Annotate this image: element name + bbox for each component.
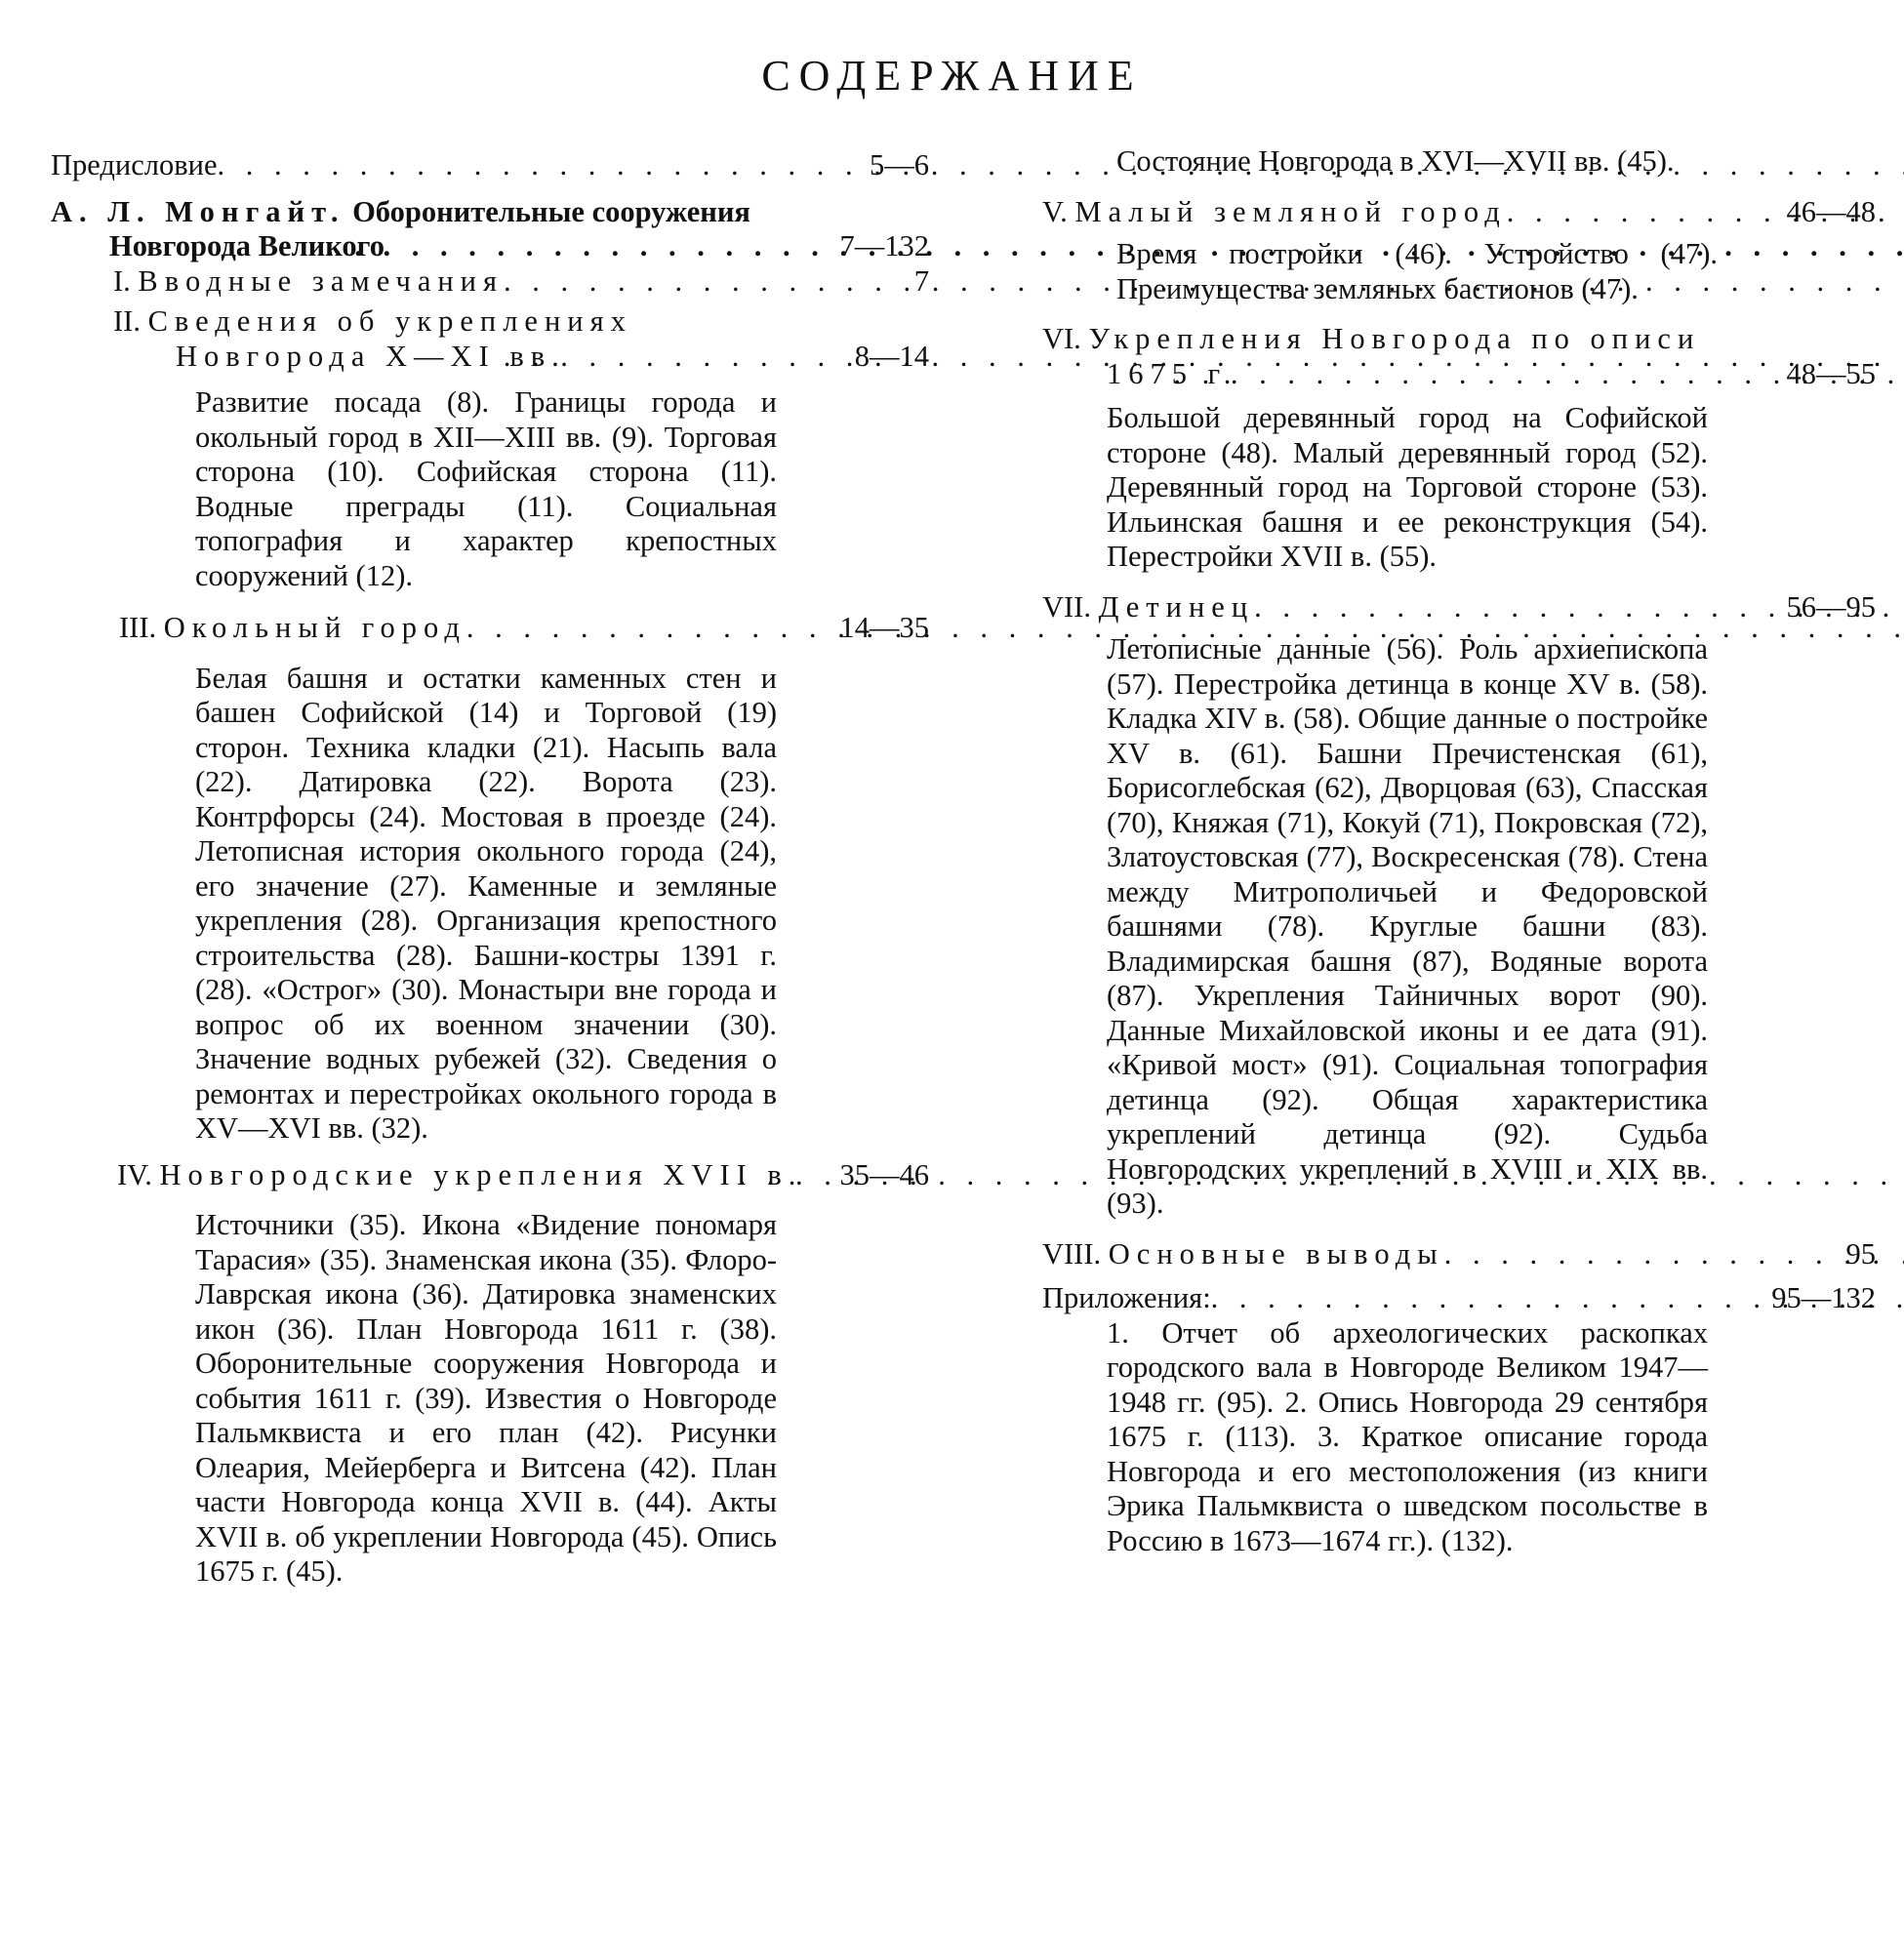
section-title: Укрепления Новгорода по описи 1675 г.	[1088, 322, 1701, 390]
toc-entry-section-7	[1042, 590, 1876, 1222]
section-summary: 1. Отчет об археологических раскопках городского вала в Новгороде Великом 1947—1948 гг. (95). 2. Опись Новгорода 29 сентября 1675 г. (113). 3. Краткое описание города Новгорода и его местоположения (из книги Эрика Пальмквиста о шведском посольстве в Россию в 1673—1674 гг.). (132).	[1107, 1315, 1708, 1557]
page-range: 46—48	[1786, 194, 1876, 228]
page-range: 95—132	[1771, 1281, 1876, 1314]
section-title: Окольный город	[163, 611, 466, 644]
section-number: V.	[1042, 194, 1068, 228]
toc-entry-section-4	[51, 1158, 929, 1590]
section-number: I.	[113, 263, 131, 298]
section-number: VII.	[1042, 589, 1091, 624]
page-range: 7	[913, 263, 929, 298]
section-title: Детинец	[1098, 589, 1255, 624]
page-range: 48—55	[1786, 356, 1876, 390]
page-range: 8—14	[854, 339, 929, 373]
toc-entry-preface	[51, 148, 929, 183]
section-title: Сведения об укреплениях Новгорода X—XI вв.	[147, 304, 632, 373]
toc-entry-section-5	[1042, 195, 1876, 307]
section-number: VI.	[1042, 322, 1081, 355]
toc-entry-section-2	[51, 304, 929, 593]
page-range: 5—6	[870, 148, 929, 181]
toc-entry-section-4-continued	[1042, 144, 1876, 180]
page-range: 56—95	[1786, 589, 1876, 624]
toc-entry-section-8	[1042, 1237, 1876, 1272]
section-number: III.	[119, 611, 157, 644]
section-title: Малый земляной город	[1074, 194, 1507, 228]
section-number: II.	[113, 304, 141, 338]
section-summary: Источники (35). Икона «Видение пономаря Тарасия» (35). Знаменская икона (35). Флоро-Лаврская икона (36). Датировка знаменских икон (36). План Новгорода 1611 г. (38). Оборонительные сооружения Новгорода и события 1611 г. (39). Известия о Новгороде Пальмквиста и его план (42). Рисунки Олеария, Мейерберга и Витсена (42). План части Новгорода конца XVII в. (44). Акты XVII в. об укреплении Новгорода (45). Опись 1675 г. (45).	[195, 1208, 777, 1588]
section-title: Вводные замечания	[138, 263, 505, 298]
section-number: IV.	[117, 1157, 152, 1191]
section-summary: Время постройки (46). Устройство (47). Преимущества земляных бастионов (47).	[1116, 237, 1718, 305]
toc-entry-author-part	[51, 195, 929, 264]
entry-label: Предисловие	[51, 148, 218, 181]
page-range: 14—35	[839, 611, 929, 644]
part-title: Оборонительные сооружения Новгорода Великого	[109, 194, 750, 262]
section-number: VIII.	[1042, 1236, 1102, 1270]
section-summary: Большой деревянный город на Софийской стороне (48). Малый деревянный город (52). Деревянный город на Торговой стороне (53). Ильинская башня и ее реконструкция (54). Перестройки XVII в. (55).	[1107, 401, 1708, 573]
section-title: Новгородские укрепления XVII в.	[159, 1157, 803, 1191]
entry-label: Приложения:	[1042, 1281, 1211, 1314]
page-range: 35—46	[839, 1157, 929, 1191]
page-range: 95	[1845, 1236, 1876, 1270]
page-title: СОДЕРЖАНИЕ	[761, 52, 1143, 100]
toc-right-column	[1042, 144, 1876, 1558]
section-summary: Летописные данные (56). Роль архиепископа (57). Перестройка детинца в конце XV в. (58). Кладка XIV в. (58). Общие данные о постройке XV в. (61). Башни Пречистенская (61), Борисоглебская (62), Дворцовая (63), Спасская (70), Княжая (71), Кокуй (71), Покровская (72), Златоустовская (77), Воскресенская (78). Стена между Митрополичьей и Федоровской башнями (78). Круглые башни (83). Владимирская башня (87), Водяные ворота (87). Укрепления Тайничных ворот (90). Данные Михайловской иконы и ее дата (91). «Кривой мост» (91). Социальная топография детинца (92). Общая характеристика укреплений детинца (92). Судьба Новгородских укреплений в XVIII и XIX вв. (93).	[1107, 632, 1708, 1220]
page-range: 7—132	[839, 229, 929, 262]
toc-entry-section-3	[51, 611, 929, 1147]
section-summary: Белая башня и остатки каменных стен и башен Софийской (14) и Торговой (19) сторон. Техника кладки (21). Насыпь вала (22). Датировка (22). Ворота (23). Контрфорсы (24). Мостовая в проезде (24). Летописная история окольного города (24), его значение (27). Каменные и земляные укрепления (28). Организация крепостного строительства (28). Башни-костры 1391 г. (28). «Острог» (30). Монастыри вне города и вопрос об их военном значении (30). Значение водных рубежей (32). Сведения о ремонтах и перестройках окольного города в XV—XVI вв. (32).	[195, 661, 777, 1145]
section-summary: Состояние Новгорода в XVI—XVII вв. (45).	[1116, 144, 1675, 178]
toc-entry-section-6	[1042, 322, 1876, 575]
toc-entry-section-1	[51, 264, 929, 300]
toc-left-column	[51, 148, 929, 1590]
author-name: А. Л. Монгайт.	[51, 194, 345, 228]
section-title: Основные выводы	[1108, 1236, 1444, 1270]
toc-entry-appendix	[1042, 1281, 1876, 1558]
section-summary: Развитие посада (8). Границы города и окольный город в XII—XIII вв. (9). Торговая сторона (10). Софийская сторона (11). Водные преграды (11). Социальная топография и характер крепостных сооружений (12).	[195, 385, 777, 592]
